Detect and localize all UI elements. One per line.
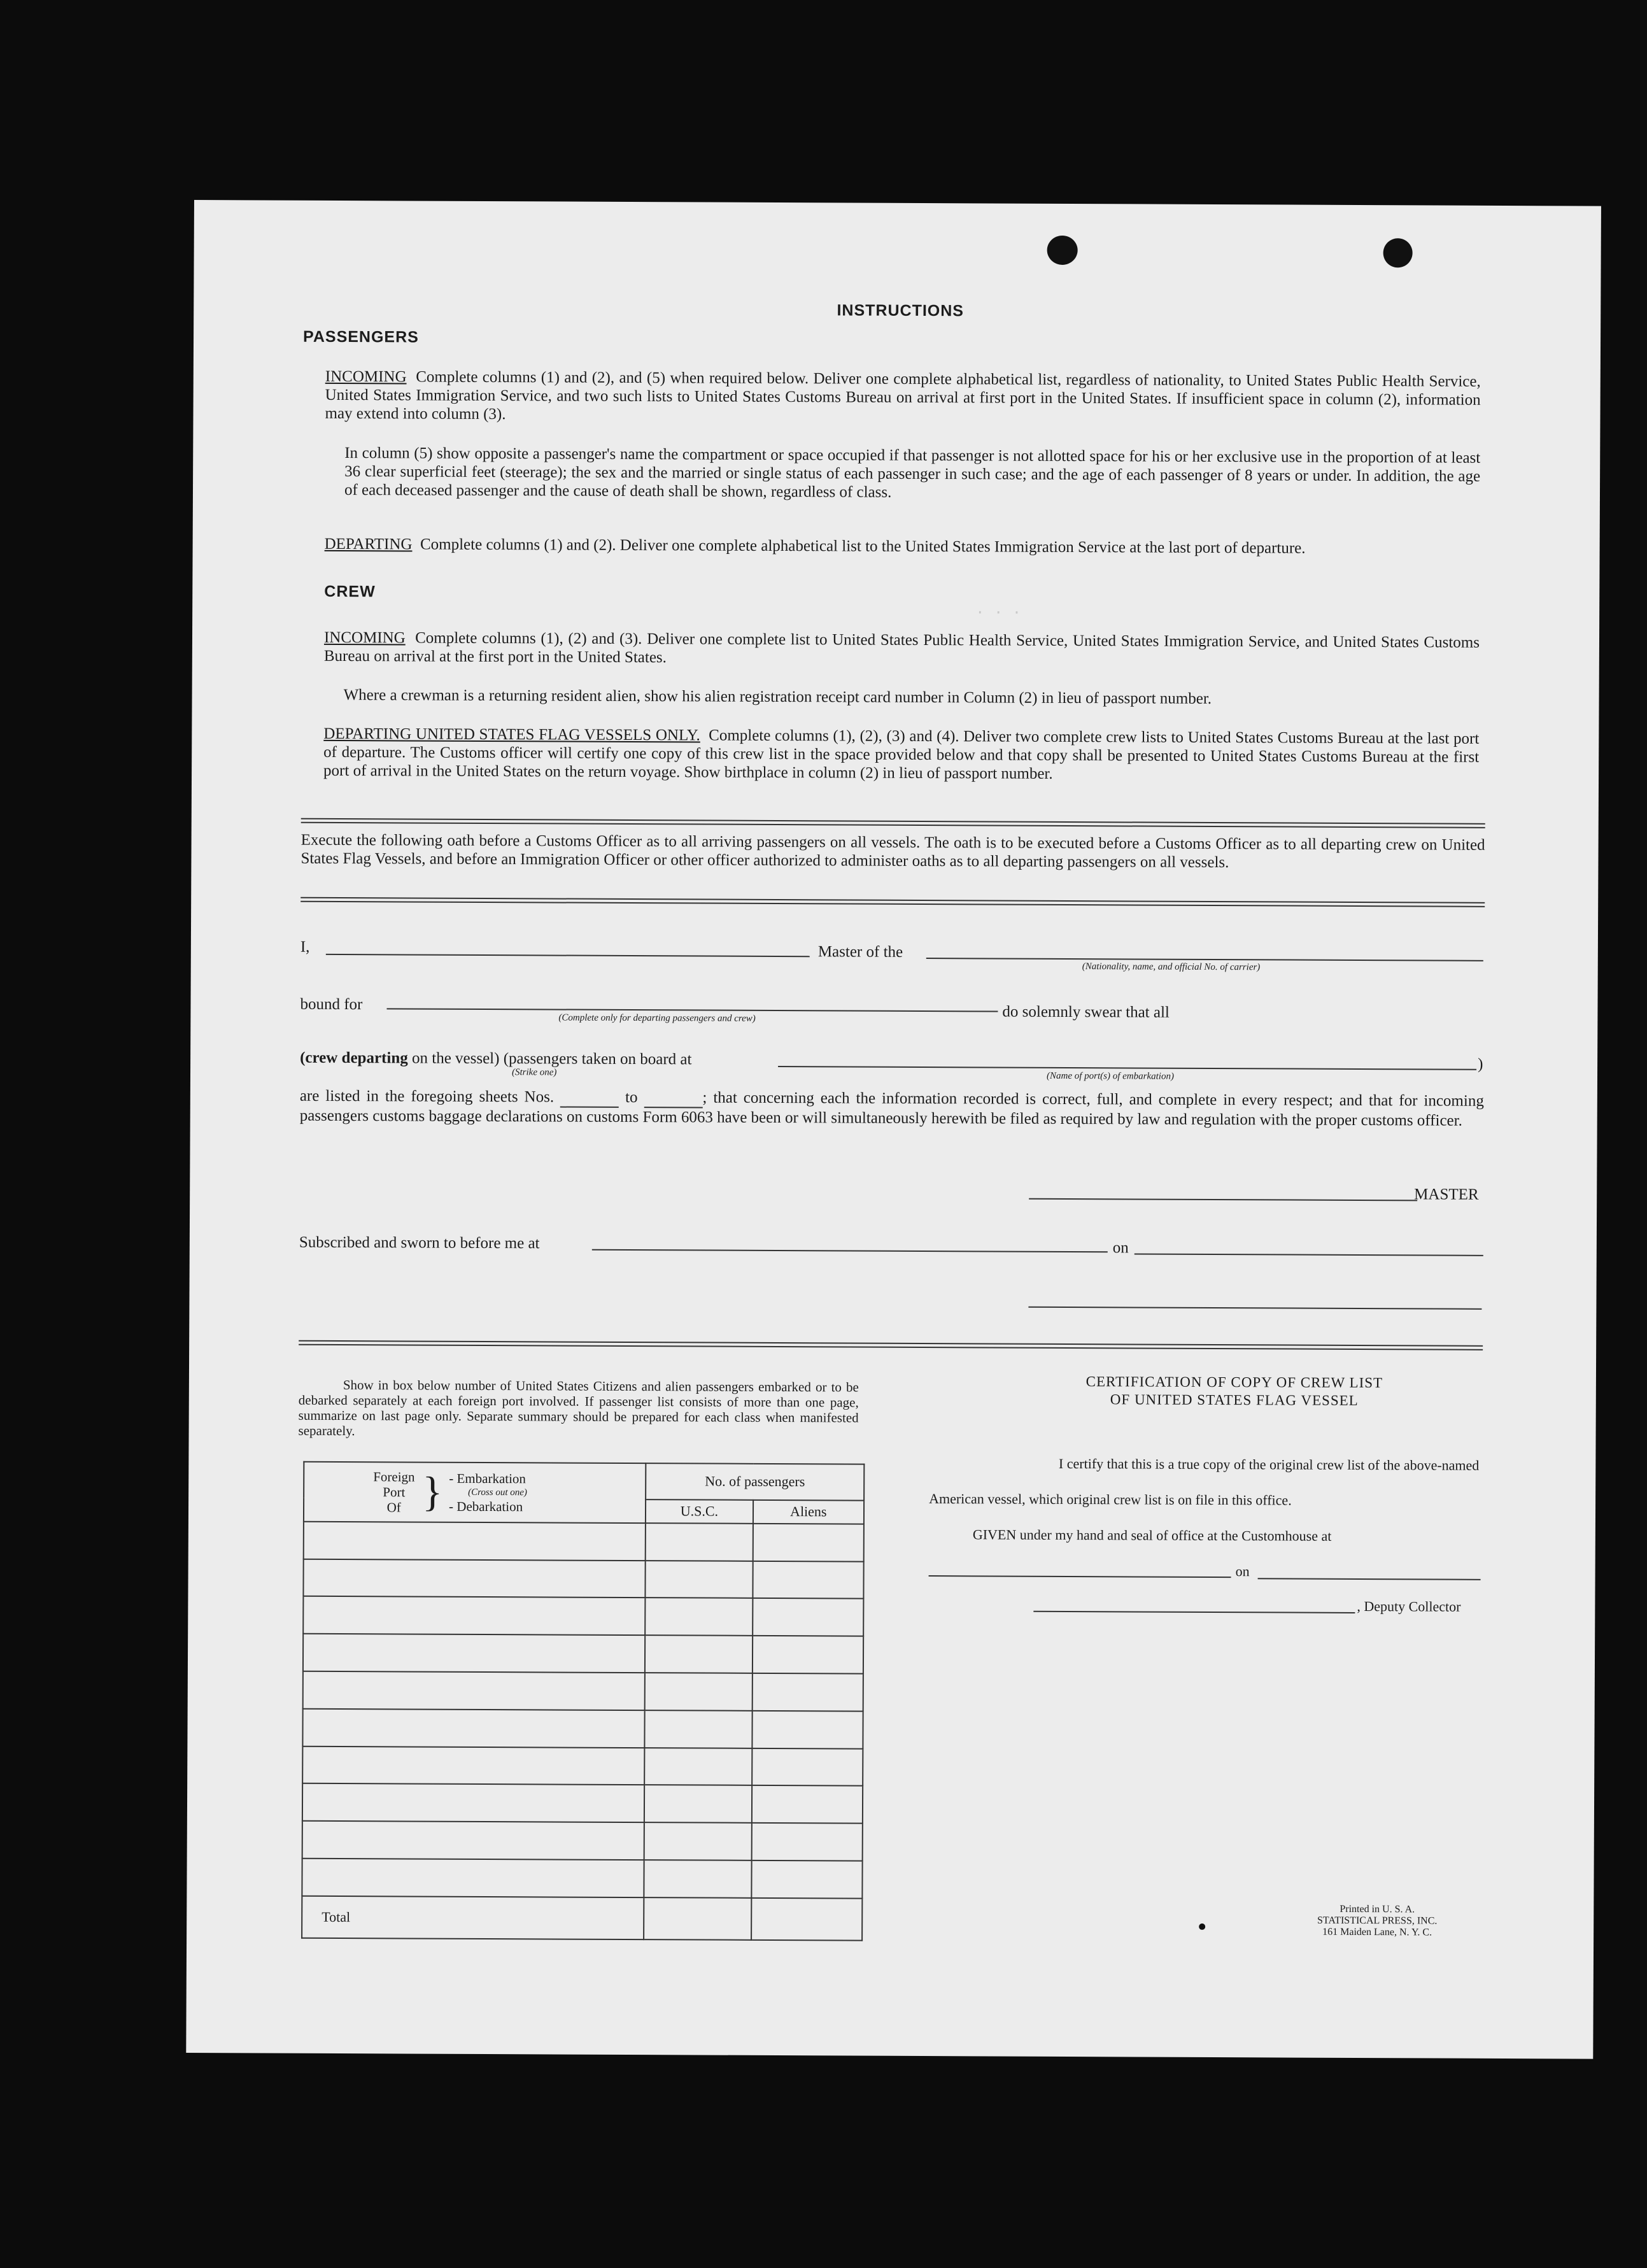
table-row[interactable] xyxy=(303,1671,645,1710)
sworn-on-label: on xyxy=(1112,1239,1129,1257)
sworn-date-field[interactable] xyxy=(1135,1253,1483,1256)
embarkation-port-field[interactable] xyxy=(778,1066,1476,1070)
master-name-field[interactable] xyxy=(326,954,810,957)
cross-out-note: (Cross out one) xyxy=(468,1487,527,1498)
printer-line2: STATISTICAL PRESS, INC. xyxy=(1317,1915,1438,1927)
customhouse-field[interactable] xyxy=(929,1575,1231,1578)
crew-incoming-label: INCOMING xyxy=(323,628,406,647)
sheet-to-field[interactable] xyxy=(644,1088,702,1108)
bleed-through-text: . . . xyxy=(975,601,1022,619)
punch-hole-left xyxy=(1047,236,1078,265)
subscribed-label: Subscribed and sworn to before me at xyxy=(299,1233,540,1252)
table-row[interactable] xyxy=(303,1596,645,1635)
master-signature-field[interactable] xyxy=(1029,1198,1417,1201)
crew-incoming-text: Complete columns (1), (2) and (3). Deliver one complete list to United States Public Health Service, United States Immigration Service, and United States Customs Bureau on arrival at the first port in the United States. xyxy=(323,629,1480,667)
sheet-from-field[interactable] xyxy=(560,1088,619,1108)
given-text: GIVEN under my hand and seal of office at the Customhouse at xyxy=(972,1526,1332,1544)
master-of-label: Master of the xyxy=(817,943,903,961)
listed-to-text: to xyxy=(625,1088,638,1107)
sworn-place-field[interactable] xyxy=(592,1249,1108,1253)
crew-departing-paragraph xyxy=(323,725,1479,785)
crew-departing-text: (crew departing xyxy=(300,1049,408,1067)
strike-one-note: (Strike one) xyxy=(511,1067,557,1078)
complete-only-note: (Complete only for departing passengers and crew) xyxy=(558,1012,756,1024)
deputy-collector-field[interactable] xyxy=(1033,1611,1355,1613)
table-row[interactable] xyxy=(304,1522,646,1561)
table-row[interactable] xyxy=(302,1709,644,1748)
foreign-port-header: Foreign Port Of } - Embarkation (Cross out one) - Debarkation xyxy=(304,1462,646,1523)
total-label: Total xyxy=(302,1896,644,1939)
on-vessel-text: on the vessel) xyxy=(411,1049,500,1068)
listed-text-b: ; that concerning each the information recorded is correct, full, and complete in every respect; and that for incoming passengers customs baggage declarations on customs Form 6063 have been or will simultaneously herewith be filed as required by law and regulation with the proper customs officer. xyxy=(299,1089,1484,1130)
passenger-summary-table xyxy=(301,1461,865,1941)
close-paren: ) xyxy=(1478,1055,1483,1073)
printer-line3: 161 Maiden Lane, N. Y. C. xyxy=(1322,1926,1432,1938)
crew-heading: CREW xyxy=(324,582,376,601)
summary-note: Show in box below number of United States Citizens and alien passengers embarked or to be debarked separately at each foreign port involved. If passenger list consists of more than one page, summarize on last page only. Separate summary should be prepared for each class when manifested separately. xyxy=(298,1377,859,1439)
certify-text-a: I certify that this is a true copy of the original crew list of the above-named xyxy=(1058,1455,1480,1473)
passengers-incoming-paragraph xyxy=(325,367,1480,428)
total-usc-cell[interactable] xyxy=(644,1897,751,1940)
bound-for-label: bound for xyxy=(300,995,363,1014)
punch-hole-right xyxy=(1383,238,1413,267)
passengers-incoming-text: Complete columns (1) and (2), and (5) when required below. Deliver one complete alphabetical list, regardless of nationality, to United States Public Health Service, United States Immigration Service, and two such lists to United States Customs Bureau on arrival at first port in the United States. If insufficient space in column (2), information may extend into column (3). xyxy=(325,368,1481,423)
instructions-title: INSTRUCTIONS xyxy=(837,301,965,320)
cert-date-field[interactable] xyxy=(1258,1578,1481,1580)
listed-paragraph xyxy=(300,1087,1484,1130)
passengers-departing-label: DEPARTING xyxy=(324,535,413,553)
crew-departing-text: Complete columns (1), (2), (3) and (4). Deliver two complete crew lists to United States Customs Bureau at the last port of departure. The Customs officer will certify one copy of this crew list in the space provided below and that copy shall be presented to United States Customs Bureau at the first port of arrival in the United States on the return voyage. Show birthplace in column (2) in lieu of passport number. xyxy=(323,726,1480,783)
nationality-note: (Nationality, name, and official No. of carrier) xyxy=(1082,961,1261,973)
usc-header: U.S.C. xyxy=(646,1499,753,1524)
bound-for-field[interactable] xyxy=(386,1008,998,1012)
crew-resident-paragraph: Where a crewman is a returning resident alien, show his alien registration receipt card number in Column (2) in lieu of passport number. xyxy=(343,686,1212,707)
certification-title-line1: CERTIFICATION OF COPY OF CREW LIST xyxy=(1085,1373,1383,1391)
divider-double-3 xyxy=(299,1340,1483,1350)
port-note: (Name of port(s) of embarkation) xyxy=(1046,1070,1175,1082)
carrier-field[interactable] xyxy=(926,958,1483,961)
oath-i-label: I, xyxy=(300,938,310,956)
certification-title xyxy=(993,1372,1476,1410)
total-aliens-cell[interactable] xyxy=(751,1898,863,1941)
crew-departing-label: DEPARTING UNITED STATES FLAG VESSELS ONLY. xyxy=(323,725,700,744)
of-label: Of xyxy=(386,1499,401,1515)
oath-intro: Execute the following oath before a Customs Officer as to all arriving passengers on all vessels. The oath is to be executed before a Customs Officer as to all departing crew on United States Flag Vessels, and before an Immigration Officer or other officer authorized to administer oaths as to all departing passengers on all vessels. xyxy=(300,831,1485,872)
table-row[interactable] xyxy=(303,1559,645,1598)
passengers-column5-paragraph: In column (5) show opposite a passenger's name the compartment or space occupied if that passenger is not allotted space for his or her exclusive use in the proportion of at least 36 clear superficial feet (steerage); the sex and the married or single status of each passenger in such case; and the age of each passenger of 8 years or under. In addition, the age of each deceased passenger and the cause of death shall be shown, regardless of class. xyxy=(344,444,1481,501)
ink-dot xyxy=(1199,1924,1205,1930)
aliens-header: Aliens xyxy=(753,1500,865,1524)
port-label: Port xyxy=(383,1484,406,1500)
passengers-heading: PASSENGERS xyxy=(303,327,419,346)
no-passengers-header: No. of passengers xyxy=(646,1463,864,1500)
embarkation-label: - Embarkation xyxy=(449,1470,527,1487)
certify-text-b: American vessel, which original crew list is on file in this office. xyxy=(929,1491,1292,1508)
master-label: MASTER xyxy=(1414,1186,1479,1203)
debarkation-label: - Debarkation xyxy=(449,1498,523,1515)
deputy-collector-label: , Deputy Collector xyxy=(1357,1598,1461,1615)
foreign-label: Foreign xyxy=(373,1469,415,1485)
passengers-departing-text: Complete columns (1) and (2). Deliver one complete alphabetical list to the United States Immigration Service at the last port of departure. xyxy=(420,535,1306,557)
table-row[interactable] xyxy=(302,1821,644,1860)
certification-title-line2: OF UNITED STATES FLAG VESSEL xyxy=(1110,1391,1359,1408)
crew-incoming-paragraph xyxy=(324,628,1480,670)
table-row[interactable] xyxy=(302,1783,644,1822)
listed-text-a: are listed in the foregoing sheets Nos. xyxy=(299,1087,555,1106)
printer-imprint xyxy=(1294,1904,1460,1939)
form-page xyxy=(186,200,1601,2059)
cert-on-label: on xyxy=(1235,1563,1250,1580)
divider-double xyxy=(301,818,1485,828)
passengers-taken-text: (passengers taken on board at xyxy=(503,1050,692,1068)
passengers-departing-paragraph xyxy=(325,535,1480,558)
table-row[interactable] xyxy=(302,1746,644,1785)
passengers-incoming-label: INCOMING xyxy=(325,367,407,386)
printer-line1: Printed in U. S. A. xyxy=(1340,1903,1415,1915)
table-row[interactable] xyxy=(303,1634,645,1673)
table-row[interactable] xyxy=(302,1859,644,1897)
swear-text: do solemnly swear that all xyxy=(1002,1003,1170,1021)
crew-passengers-line xyxy=(300,1049,691,1069)
divider-double-2 xyxy=(300,897,1485,907)
officer-signature-field[interactable] xyxy=(1028,1307,1481,1310)
